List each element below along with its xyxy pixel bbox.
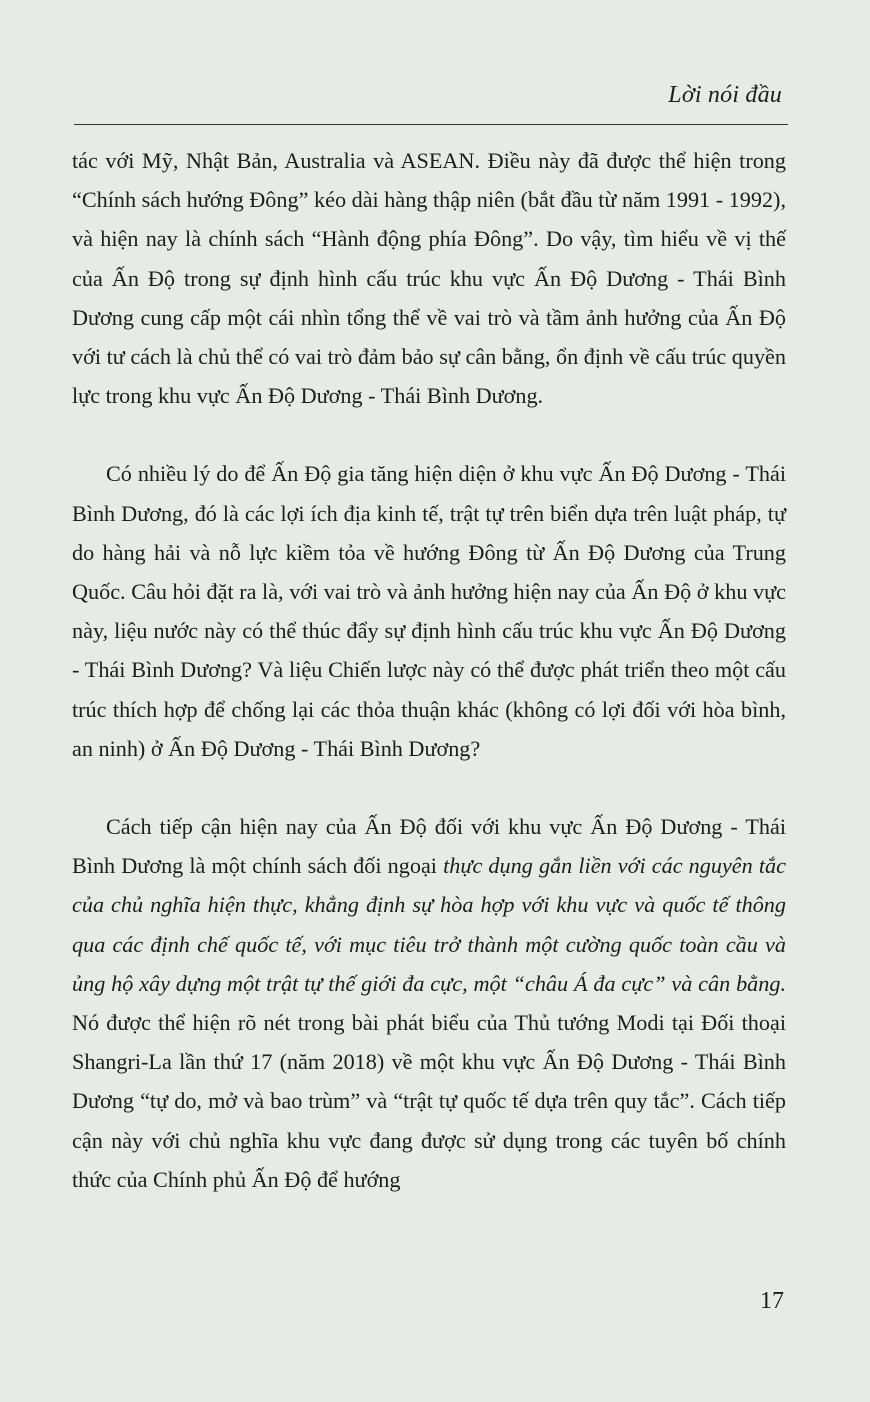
running-head-title: Lời nói đầu: [668, 82, 782, 108]
paragraph-3: [72, 807, 786, 1199]
body-text: [72, 141, 786, 1199]
paragraph-3-lead: Cách tiếp cận hiện nay của Ấn Độ đối với khu vực Ấn Độ Dương - Thái Bình Dương là một chính sách đối ngoại: [72, 814, 786, 879]
header-rule: [74, 124, 788, 125]
page-number: 17: [760, 1288, 784, 1314]
paragraph-3-italic: thực dụng gắn liền với các nguyên tắc của chủ nghĩa hiện thực, khẳng định sự hòa hợp với khu vực và quốc tế thông qua các định chế quốc tế, với mục tiêu trở thành một cường quốc toàn cầu và ủng hộ xây dựng một trật tự thế giới đa cực, một “châu Á đa cực” và cân bằng.: [72, 853, 786, 996]
paragraph-2: Có nhiều lý do để Ấn Độ gia tăng hiện diện ở khu vực Ấn Độ Dương - Thái Bình Dương, đó là các lợi ích địa kinh tế, trật tự trên biển dựa trên luật pháp, tự do hàng hải và nỗ lực kiềm tỏa về hướng Đông từ Ấn Độ Dương của Trung Quốc. Câu hỏi đặt ra là, với vai trò và ảnh hưởng hiện nay của Ấn Độ ở khu vực này, liệu nước này có thể thúc đẩy sự định hình cấu trúc khu vực Ấn Độ Dương - Thái Bình Dương? Và liệu Chiến lược này có thể được phát triển theo một cấu trúc thích hợp để chống lại các thỏa thuận khác (không có lợi đối với hòa bình, an ninh) ở Ấn Độ Dương - Thái Bình Dương?: [72, 461, 786, 761]
paragraph-1: tác với Mỹ, Nhật Bản, Australia và ASEAN. Điều này đã được thể hiện trong “Chính sách hướng Đông” kéo dài hàng thập niên (bắt đầu từ năm 1991 - 1992), và hiện nay là chính sách “Hành động phía Đông”. Do vậy, tìm hiểu về vị thế của Ấn Độ trong sự định hình cấu trúc khu vực Ấn Độ Dương - Thái Bình Dương cung cấp một cái nhìn tổng thể về vai trò và tầm ảnh hưởng của Ấn Độ với tư cách là chủ thể có vai trò đảm bảo sự cân bằng, ổn định về cấu trúc quyền lực trong khu vực Ấn Độ Dương - Thái Bình Dương.: [72, 148, 786, 409]
paragraph-3-tail: Nó được thể hiện rõ nét trong bài phát biểu của Thủ tướng Modi tại Đối thoại Shangri-La lần thứ 17 (năm 2018) về một khu vực Ấn Độ Dương - Thái Bình Dương “tự do, mở và bao trùm” và “trật tự quốc tế dựa trên quy tắc”. Cách tiếp cận này với chủ nghĩa khu vực đang được sử dụng trong các tuyên bố chính thức của Chính phủ Ấn Độ để hướng: [72, 1010, 786, 1192]
